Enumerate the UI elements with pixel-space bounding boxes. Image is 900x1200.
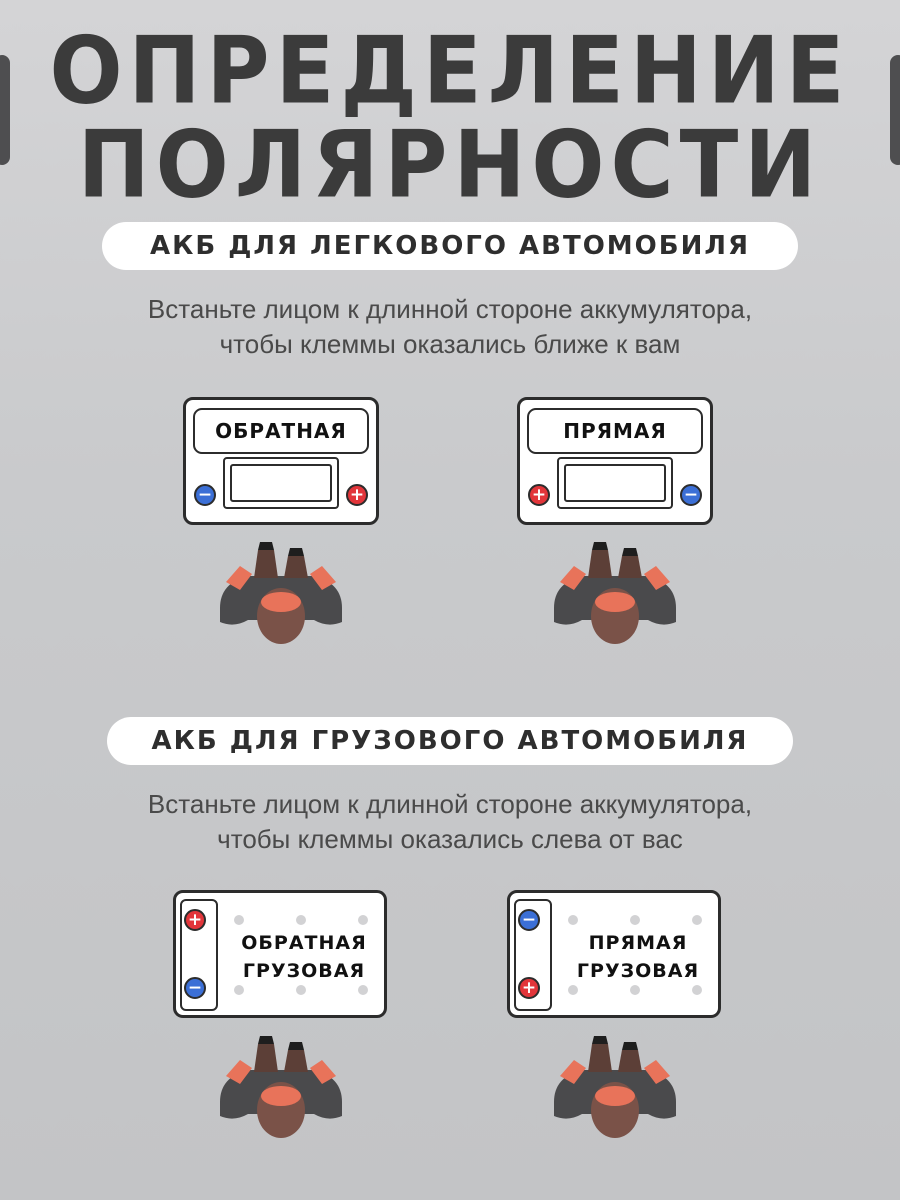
cell-dot	[630, 985, 640, 995]
truck-heading: АКБ ДЛЯ ГРУЗОВОГО АВТОМОБИЛЯ	[107, 717, 793, 765]
battery-label-line-2: ГРУЗОВАЯ	[242, 960, 366, 982]
person-top-view-icon	[552, 538, 678, 648]
battery-label-line-1: ОБРАТНАЯ	[241, 932, 367, 954]
battery-label	[224, 929, 384, 985]
person-top-view-icon	[552, 1032, 678, 1142]
battery-reverse	[183, 397, 379, 525]
battery-direct	[517, 397, 713, 525]
plus-terminal-icon: +	[518, 977, 540, 999]
plus-terminal-icon: +	[184, 909, 206, 931]
passenger-description-line-1: Встаньте лицом к длинной стороне аккумулятора,	[147, 294, 753, 324]
plus-terminal-icon: +	[346, 484, 368, 506]
minus-terminal-icon: −	[184, 977, 206, 999]
battery-label	[558, 929, 718, 985]
truck-description	[0, 787, 900, 857]
passenger-heading: АКБ ДЛЯ ЛЕГКОВОГО АВТОМОБИЛЯ	[102, 222, 798, 270]
cell-dot	[692, 915, 702, 925]
cell-dot	[692, 985, 702, 995]
battery-label-line-1: ПРЯМАЯ	[588, 932, 688, 954]
passenger-description	[0, 292, 900, 362]
battery-label: ОБРАТНАЯ	[193, 408, 369, 454]
battery-label: ПРЯМАЯ	[527, 408, 703, 454]
passenger-description-line-2: чтобы клеммы оказались ближе к вам	[219, 329, 681, 359]
battery-label-line-2: ГРУЗОВАЯ	[576, 960, 700, 982]
minus-terminal-icon: −	[518, 909, 540, 931]
cell-dot	[296, 985, 306, 995]
cell-dot	[568, 915, 578, 925]
cell-dot	[234, 985, 244, 995]
cell-dot	[358, 915, 368, 925]
title-line-2: ПОЛЯРНОСТИ	[77, 111, 823, 219]
cell-dot	[358, 985, 368, 995]
minus-terminal-icon: −	[194, 484, 216, 506]
cell-dot	[296, 915, 306, 925]
person-top-view-icon	[218, 538, 344, 648]
truck-battery-reverse	[173, 890, 387, 1018]
title-line-1: ОПРЕДЕЛЕНИЕ	[49, 16, 851, 125]
truck-battery-direct	[507, 890, 721, 1018]
battery-window	[223, 457, 339, 509]
person-top-view-icon	[218, 1032, 344, 1142]
plus-terminal-icon: +	[528, 484, 550, 506]
cell-dot	[234, 915, 244, 925]
cell-dot	[568, 985, 578, 995]
truck-description-line-1: Встаньте лицом к длинной стороне аккумулятора,	[147, 789, 753, 819]
truck-description-line-2: чтобы клеммы оказались слева от вас	[217, 824, 683, 854]
minus-terminal-icon: −	[680, 484, 702, 506]
cell-dot	[630, 915, 640, 925]
battery-window	[557, 457, 673, 509]
